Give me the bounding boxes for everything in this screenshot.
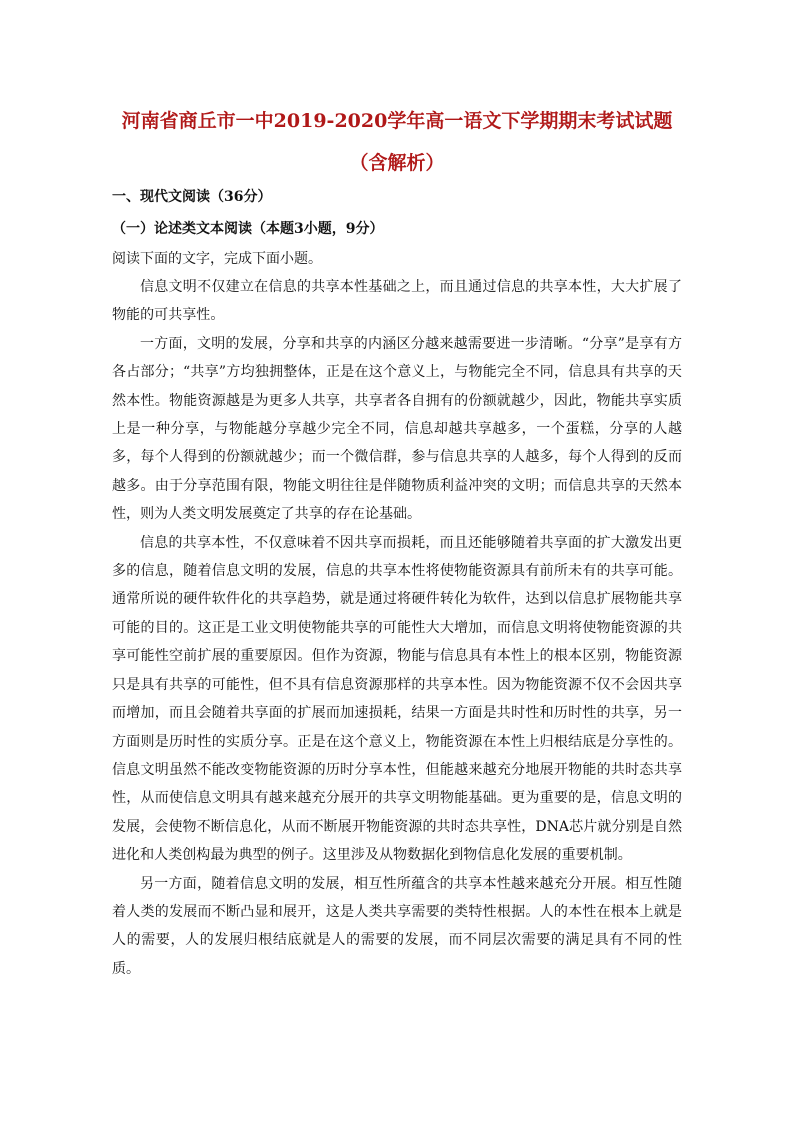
paragraph: 信息的共享本性，不仅意味着不因共享而损耗，而且还能够随着共享面的扩大激发出更多的信息，随着信息文明的发展，信息的共享本性将使物能资源具有前所未有的共享可能。通常所说的硬件软件化的共享趋势，就是通过将硬件转化为软件，达到以信息扩展物能共享可能的目的。这正是工业文明使物能共享的可能性大大增加，而信息文明将使物能资源的共享可能性空前扩展的重要原因。但作为资源，物能与信息具有本性上的根本区别，物能资源只是具有共享的可能性，但不具有信息资源那样的共享本性。因为物能资源不仅不会因共享而增加，而且会随着共享面的扩展而加速损耗，结果一方面是共时性和历时性的共享，另一方面则是历时性的实质分享。正是在这个意义上，物能资源在本性上归根结底是分享性的。信息文明虽然不能改变物能资源的历时分享本性，但能越来越充分地展开物能的共时态共享性，从而使信息文明具有越来越充分展开的共享文明物能基础。更为重要的是，信息文明的发展，会使物不断信息化，从而不断展开物能资源的共时态共享性，DNA芯片就分别是自然进化和人类创构最为典型的例子。这里涉及从物数据化到物信息化发展的重要机制。 <box>112 534 682 864</box>
paragraph: 另一方面，随着信息文明的发展，相互性所蕴含的共享本性越来越充分开展。相互性随着人类的发展而不断凸显和展开，这是人类共享需要的类特性根据。人的本性在根本上就是人的需要，人的发展归根结底就是人的需要的发展，而不同层次需要的满足具有不同的性质。 <box>112 875 682 977</box>
paragraph: 信息文明不仅建立在信息的共享本性基础之上，而且通过信息的共享本性，大大扩展了物能的可共享性。 <box>112 279 682 324</box>
section-heading: 一、现代文阅读（36分） <box>112 189 272 205</box>
reading-instruction: 阅读下面的文字，完成下面小题。 <box>112 251 322 267</box>
subsection-heading: （一）论述类文本阅读（本题3小题，9分） <box>112 221 384 237</box>
document-title: 河南省商丘市一中2019-2020学年高一语文下学期期末考试试题（含解析） <box>121 110 673 174</box>
paragraph: 一方面，文明的发展，分享和共享的内涵区分越来越需要进一步清晰。“分享”是享有方各占部分；“共享”方均独拥整体，正是在这个意义上，与物能完全不同，信息具有共享的天然本性。物能资源越是为更多人共享，共享者各自拥有的份额就越少，因此，物能共享实质上是一种分享，与物能越分享越少完全不同，信息却越共享越多，一个蛋糕，分享的人越多，每个人得到的份额就越少；而一个微信群，参与信息共享的人越多，每个人得到的反而越多。由于分享范围有限，物能文明往往是伴随物质利益冲突的文明；而信息共享的天然本性，则为人类文明发展奠定了共享的存在论基础。 <box>112 335 682 523</box>
article-body <box>112 273 682 983</box>
